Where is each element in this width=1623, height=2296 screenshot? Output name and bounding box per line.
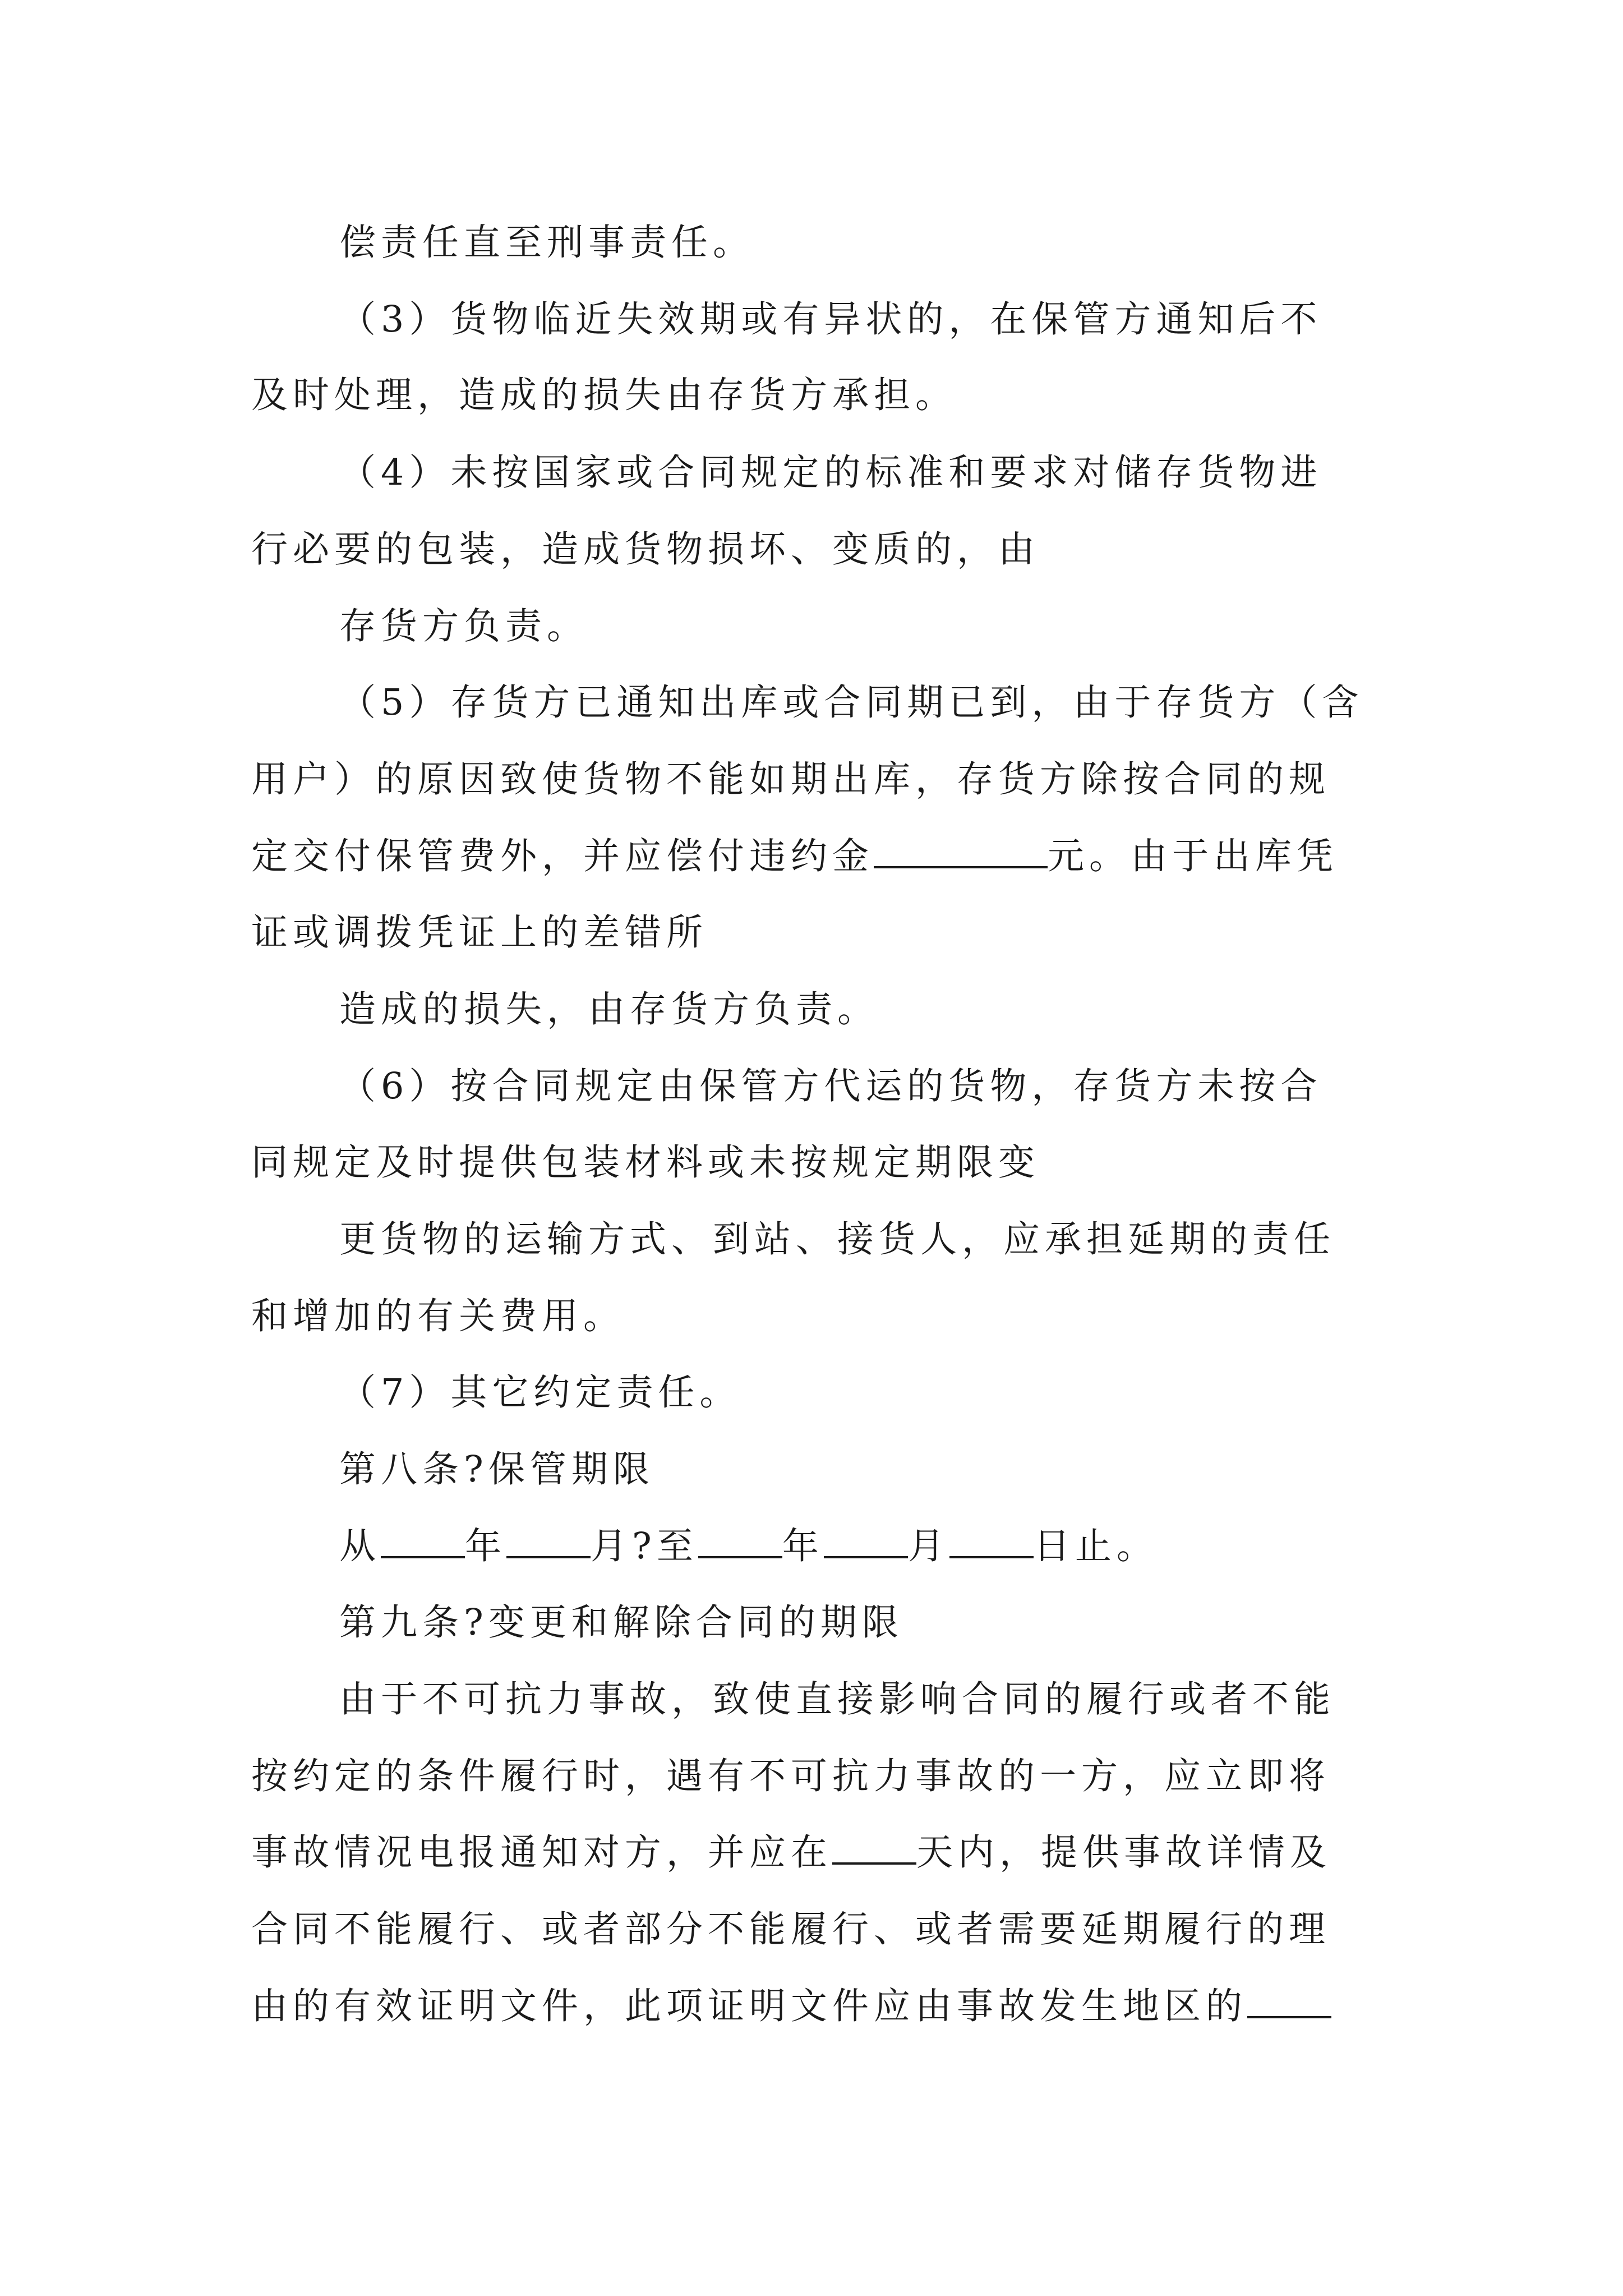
fill-in-blank[interactable] <box>824 1521 908 1558</box>
fill-in-blank[interactable] <box>506 1521 591 1558</box>
date-range-line: 从 年 月?至 年 月 日止。 <box>339 1521 1158 1572</box>
fill-in-blank[interactable] <box>874 831 1048 868</box>
text-line: 造成的损失，由存货方负责。 <box>339 988 879 1030</box>
text-line: 偿责任直至刑事责任。 <box>339 222 755 264</box>
text-line: （4）未按国家或合同规定的标准和要求对储存货物进 <box>339 452 1322 494</box>
text-line: 行必要的包装，造成货物损坏、变质的，由 <box>251 528 1040 570</box>
text-line: 更货物的运输方式、到站、接货人，应承担延期的责任 <box>339 1218 1336 1260</box>
fill-in-blank[interactable] <box>832 1828 916 1865</box>
text-line: 合同不能履行、或者部分不能履行、或者需要延期履行的理 <box>251 1908 1331 1950</box>
text-line: 证或调拨凭证上的差错所 <box>251 912 708 954</box>
text-line: （7）其它约定责任。 <box>339 1372 741 1414</box>
text-line: （6）按合同规定由保管方代运的货物，存货方未按合 <box>339 1065 1322 1107</box>
text-line: 按约定的条件履行时，遇有不可抗力事故的一方，应立即将 <box>251 1755 1331 1797</box>
text-line: 同规定及时提供包装材料或未按规定期限变 <box>251 1142 1040 1184</box>
text-line: 事故情况电报通知对方，并应在 天内，提供事故详情及 <box>251 1828 1331 1878</box>
text-line: 定交付保管费外，并应偿付违约金 元。由于出库凭 <box>251 831 1338 882</box>
text-line: 用户）的原因致使货物不能如期出库，存货方除按合同的规 <box>251 758 1331 800</box>
fill-in-blank[interactable] <box>698 1521 782 1558</box>
fill-in-blank[interactable] <box>1247 1981 1331 2018</box>
text-line: 存货方负责。 <box>339 605 589 647</box>
text-line: 由于不可抗力事故，致使直接影响合同的履行或者不能 <box>339 1678 1336 1720</box>
fill-in-blank[interactable] <box>949 1521 1034 1558</box>
section-heading: 第九条?变更和解除合同的期限 <box>339 1602 903 1644</box>
section-heading: 第八条?保管期限 <box>339 1448 654 1490</box>
fill-in-blank[interactable] <box>381 1521 465 1558</box>
text-line: 和增加的有关费用。 <box>251 1295 625 1337</box>
text-line: 由的有效证明文件，此项证明文件应由事故发生地区的 <box>251 1981 1331 2032</box>
text-line: （5）存货方已通知出库或合同期已到，由于存货方（含 <box>339 682 1364 724</box>
text-line: 及时处理，造成的损失由存货方承担。 <box>251 374 957 416</box>
text-line: （3）货物临近失效期或有异状的，在保管方通知后不 <box>339 298 1322 341</box>
